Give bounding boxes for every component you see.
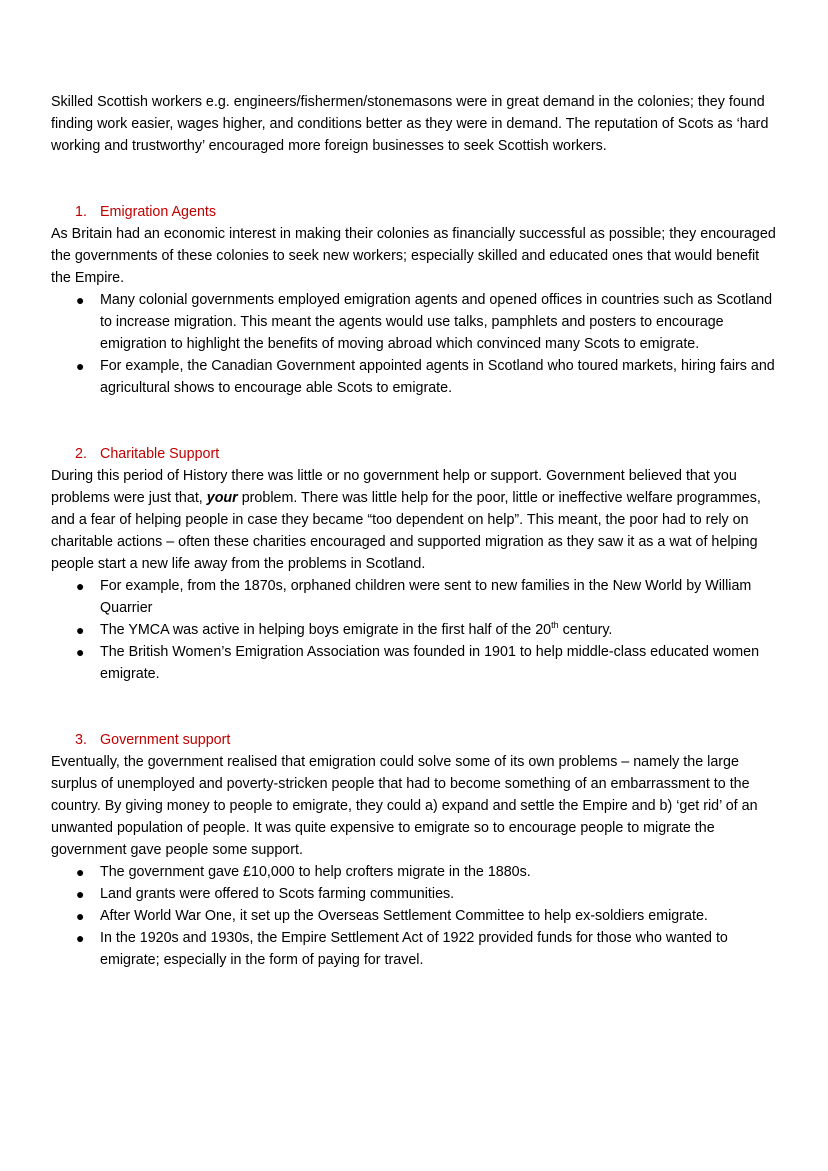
section-paragraph: Eventually, the government realised that emigration could solve some of its own problems – namely the large surplus of unemployed and poverty-stricken people that had to become something of an embarrassment to the country. By giving money to people to emigrate, they could a) expand and settle the Empire and b) ‘get rid’ of an unwanted population of people. It was quite expensive to emigrate so to encourage people to migrate the government gave people some support.	[51, 754, 758, 858]
list-item: ● The YMCA was active in helping boys emigrate in the first half of the 20th century.	[76, 619, 781, 641]
section-title: Charitable Support	[100, 446, 220, 462]
document-page	[51, 91, 781, 971]
bullet-icon: ●	[76, 578, 85, 594]
section-title: Emigration Agents	[100, 204, 217, 220]
bullet-list	[51, 289, 781, 399]
bullet-icon: ●	[76, 358, 85, 374]
bullet-icon: ●	[76, 622, 85, 638]
section-number: 1.	[75, 204, 87, 220]
section-title: Government support	[100, 732, 231, 748]
section-heading-charitable-support	[51, 443, 781, 465]
section-paragraph: As Britain had an economic interest in making their colonies as financially successful as possible; they encouraged the governments of these colonies to seek new workers; especially skilled and educated ones that would benefit the Empire.	[51, 226, 776, 286]
section-paragraph: During this period of History there was little or no government help or support. Government believed that you problems were just that, your problem. There was little help for the poor, little or ineffective welfare programmes, and a fear of helping people in case they became “too dependent on help”. This meant, the poor had to rely on charitable actions – often these charities encouraged and supported migration as they saw it as a wat of helping people start a new life away from the problems in Scotland.	[51, 468, 761, 572]
bullet-icon: ●	[76, 864, 85, 880]
section-heading-government-support	[51, 729, 781, 751]
list-item: ● For example, from the 1870s, orphaned children were sent to new families in the New World by William Quarrier	[76, 575, 781, 619]
bullet-icon: ●	[76, 908, 85, 924]
bullet-icon: ●	[76, 292, 85, 308]
list-item: ● For example, the Canadian Government appointed agents in Scotland who toured markets, hiring fairs and agricultural shows to encourage able Scots to emigrate.	[76, 355, 781, 399]
bullet-icon: ●	[76, 930, 85, 946]
bullet-list	[51, 861, 781, 971]
bullet-icon: ●	[76, 886, 85, 902]
section-number: 2.	[75, 446, 87, 462]
list-item: ● Many colonial governments employed emigration agents and opened offices in countries such as Scotland to increase migration. This meant the agents would use talks, pamphlets and posters to encourage emigration to highlight the benefits of moving abroad which convinced many Scots to emigrate.	[76, 289, 781, 355]
list-item: ● In the 1920s and 1930s, the Empire Settlement Act of 1922 provided funds for those who wanted to emigrate; especially in the form of paying for travel.	[76, 927, 781, 971]
list-item: ● The British Women’s Emigration Association was founded in 1901 to help middle-class educated women emigrate.	[76, 641, 781, 685]
bullet-icon: ●	[76, 644, 85, 660]
section-number: 3.	[75, 732, 87, 748]
intro-paragraph: Skilled Scottish workers e.g. engineers/fishermen/stonemasons were in great demand in the colonies; they found finding work easier, wages higher, and conditions better as they were in demand. The reputation of Scots as ‘hard working and trustworthy’ encouraged more foreign businesses to seek Scottish workers.	[51, 94, 769, 154]
list-item: ● The government gave £10,000 to help crofters migrate in the 1880s.	[76, 861, 781, 883]
emphasis-text: your	[206, 490, 238, 506]
list-item: ● After World War One, it set up the Overseas Settlement Committee to help ex-soldiers emigrate.	[76, 905, 781, 927]
section-heading-emigration-agents	[51, 201, 781, 223]
list-item: ● Land grants were offered to Scots farming communities.	[76, 883, 781, 905]
bullet-list	[51, 575, 781, 685]
